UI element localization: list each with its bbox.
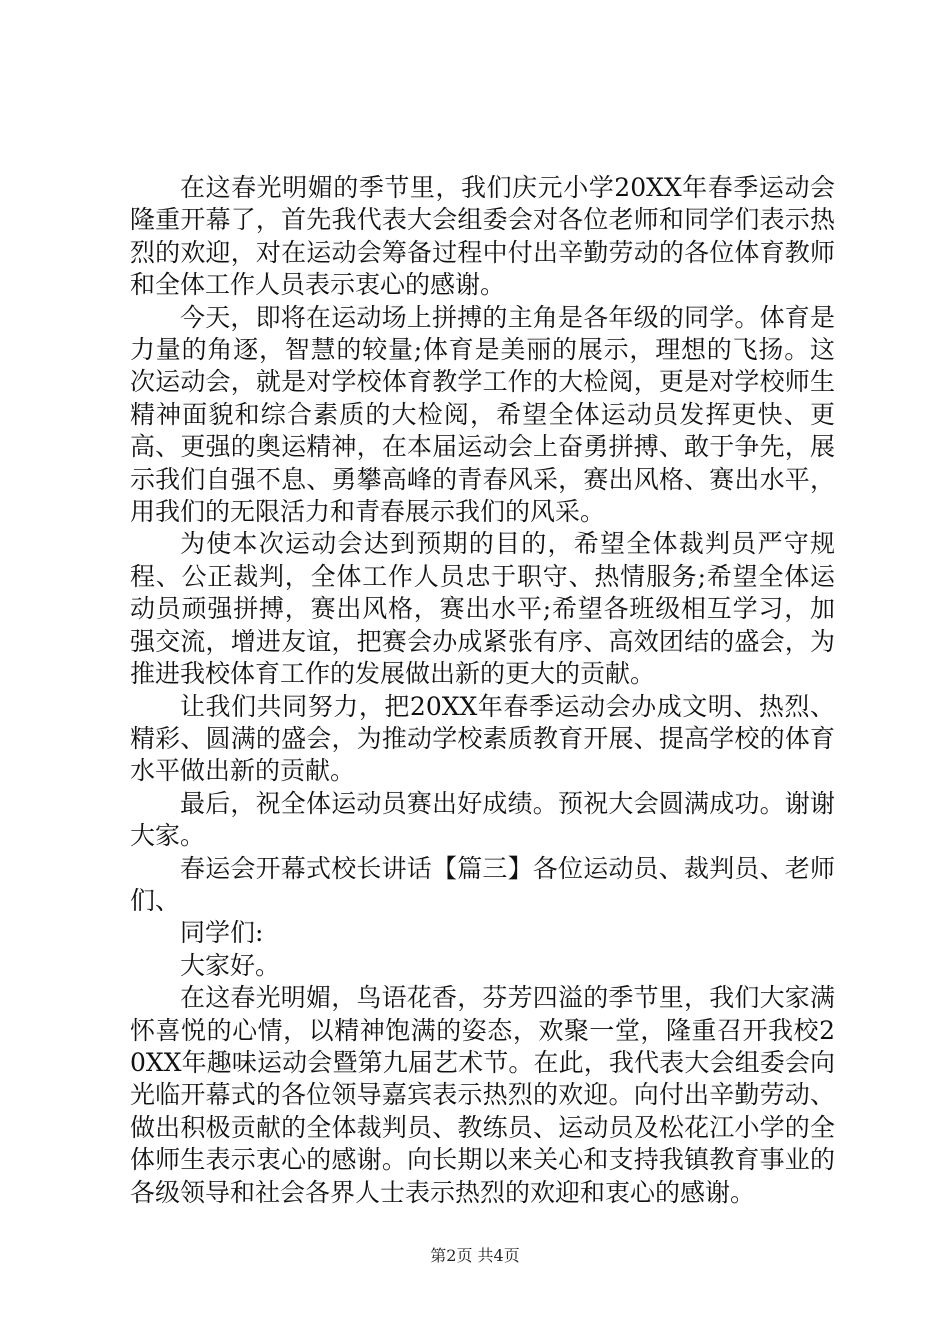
- page-number-footer: 第2页 共4页: [430, 1246, 520, 1265]
- paragraph: 为使本次运动会达到预期的目的，希望全体裁判员严守规程、公正裁判，全体工作人员忠于职守、热情服务;希望全体运动员顽强拼搏，赛出风格，赛出水平;希望各班级相互学习，加强交流，增进友谊，把赛会办成紧张有序、高效团结的盛会，为推进我校体育工作的发展做出新的更大的贡献。: [130, 529, 835, 689]
- paragraph: 同学们:: [180, 918, 264, 948]
- paragraph: 让我们共同努力，把20XX年春季运动会办成文明、热烈、精彩、圆满的盛会，为推动学校素质教育开展、提高学校的体育水平做出新的贡献。: [130, 691, 835, 786]
- body-text: [130, 172, 835, 1209]
- paragraph: 今天，即将在运动场上拼搏的主角是各年级的同学。体育是力量的角逐，智慧的较量;体育是美丽的展示，理想的飞扬。这次运动会，就是对学校体育教学工作的大检阅，更是对学校师生精神面貌和综合素质的大检阅，希望全体运动员发挥更快、更高、更强的奥运精神，在本届运动会上奋勇拼搏、敢于争先，展示我们自强不息、勇攀高峰的青春风采，赛出风格、赛出水平，用我们的无限活力和青春展示我们的风采。: [130, 302, 835, 527]
- paragraph: 最后，祝全体运动员赛出好成绩。预祝大会圆满成功。谢谢大家。: [130, 788, 835, 851]
- paragraph: 在这春光明媚，鸟语花香，芬芳四溢的季节里，我们大家满怀喜悦的心情，以精神饱满的姿态，欢聚一堂，隆重召开我校20XX年趣味运动会暨第九届艺术节。在此，我代表大会组委会向光临开幕式的各位领导嘉宾表示热烈的欢迎。向付出辛勤劳动、做出积极贡献的全体裁判员、教练员、运动员及松花江小学的全体师生表示衷心的感谢。向长期以来关心和支持我镇教育事业的各级领导和社会各界人士表示热烈的欢迎和衷心的感谢。: [130, 983, 835, 1207]
- paragraph: 春运会开幕式校长讲话【篇三】各位运动员、裁判员、老师们、: [130, 853, 835, 915]
- paragraph: 大家好。: [180, 950, 281, 980]
- paragraph: 在这春光明媚的季节里，我们庆元小学20XX年春季运动会隆重开幕了，首先我代表大会组委会对各位老师和同学们表示热烈的欢迎，对在运动会筹备过程中付出辛勤劳动的各位体育教师和全体工作人员表示衷心的感谢。: [130, 173, 835, 300]
